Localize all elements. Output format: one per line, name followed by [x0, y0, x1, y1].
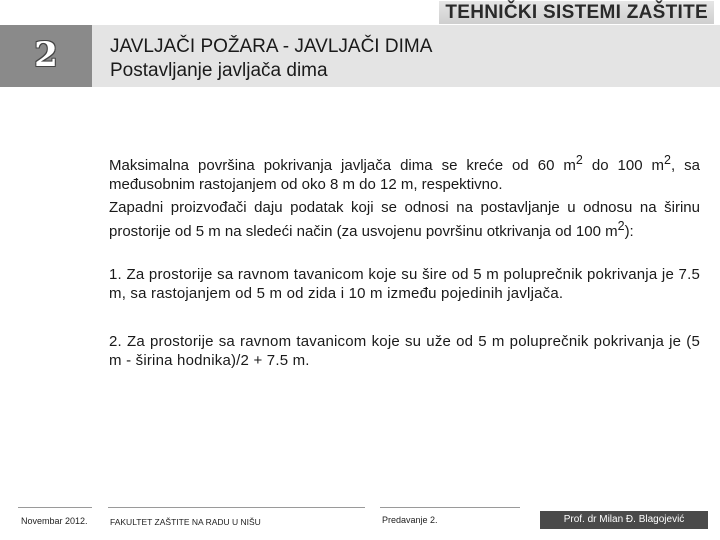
- footer-lecture: Predavanje 2.: [382, 515, 438, 525]
- footer-author: Prof. dr Milan Đ. Blagojević: [540, 511, 708, 529]
- p1-text: Maksimalna površina pokrivanja javljača dima se kreće od 60 m: [109, 157, 576, 174]
- p1-superscript-2: 2: [664, 153, 671, 167]
- p1-superscript-1: 2: [575, 153, 583, 167]
- footer-divider-date: [18, 507, 92, 508]
- p2-end: ):: [624, 223, 634, 240]
- footer-divider-faculty: [108, 507, 365, 508]
- p2-text: Zapadni proizvođači daju podatak koji se odnosi na postavljanje u odnosu na širinu prostorije od 5 m na sledeći način (za usvojenu površinu otkrivanja od 100 m: [109, 199, 700, 240]
- paragraph-coverage-area: [109, 151, 700, 194]
- paragraph-rule-1: 1. Za prostorije sa ravnom tavanicom koje su šire od 5 m poluprečnik pokrivanja je 7.5 m, sa rastojanjem od 5 m od zida i 10 m između pojedinih javljača.: [109, 266, 700, 302]
- footer-date: Novembar 2012.: [21, 516, 88, 526]
- p2-superscript: 2: [617, 219, 625, 233]
- p1-end: , sa međusobnim rastojanjem od oko 8 m do 12 m, respektivno.: [109, 157, 700, 193]
- paragraph-rule-2: 2. Za prostorije sa ravnom tavanicom koje su uže od 5 m poluprečnik pokrivanja je (5 m - širina hodnika)/2 + 7.5 m.: [109, 333, 700, 369]
- footer-faculty: FAKULTET ZAŠTITE NA RADU U NIŠU: [110, 517, 261, 527]
- paragraph-western-manufacturers: [109, 198, 700, 241]
- header-title: TEHNIČKI SISTEMI ZAŠTITE: [439, 1, 714, 24]
- slide-title: JAVLJAČI POŽARA - JAVLJAČI DIMA: [110, 36, 433, 57]
- p1-middle: do 100 m: [582, 157, 665, 174]
- footer-divider-lecture: [380, 507, 520, 508]
- slide-number: 2: [34, 35, 58, 75]
- slide-subtitle: Postavljanje javljača dima: [110, 60, 328, 81]
